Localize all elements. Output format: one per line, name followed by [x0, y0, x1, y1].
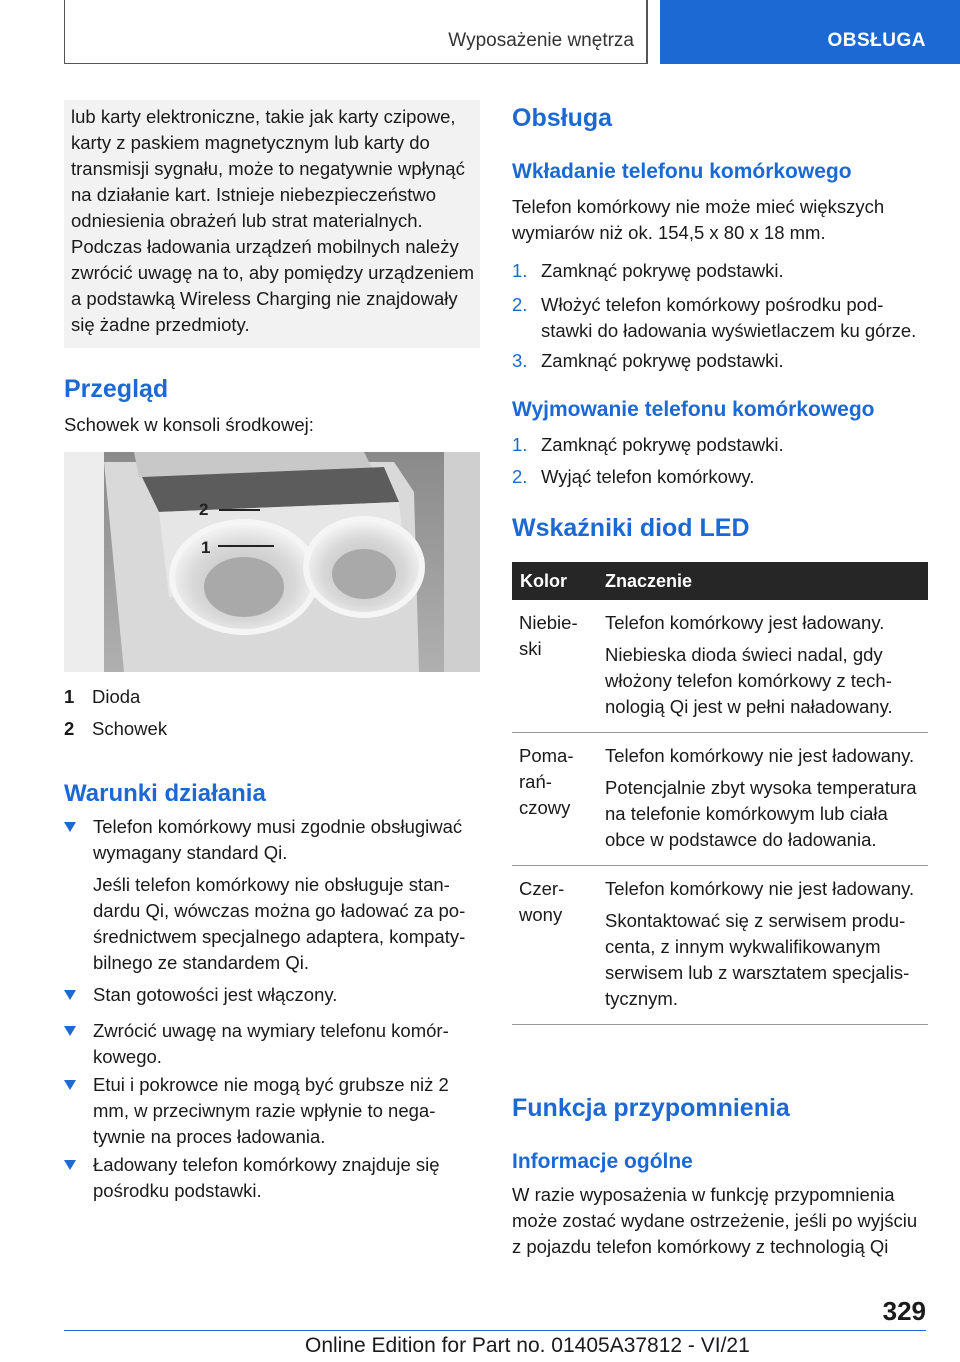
- triangle-bullet-icon: [64, 1026, 76, 1036]
- overview-title: Przegląd: [64, 375, 169, 403]
- condition-item: [64, 1018, 480, 1070]
- triangle-bullet-icon: [64, 822, 76, 832]
- step-number: 1.: [512, 434, 528, 455]
- led-header-meaning: Znaczenie: [605, 571, 693, 591]
- led-meaning-line: Skontaktować się z serwisem producenta, z innym wykwalifikowanym serwisem lub z warsztatem specjalistycznym.: [605, 910, 910, 1009]
- condition-extra: Jeśli telefon komórkowy nie obsługuje standardu Qi, wówczas można go ładować za pośrednictwem specjalnego adaptera, kompatybilnego ze standardem Qi.: [93, 874, 466, 973]
- condition-text: Zwrócić uwagę na wymiary telefonu komórkowego.: [93, 1020, 449, 1067]
- step-number: 1.: [512, 260, 528, 281]
- led-color: Niebieski: [519, 612, 578, 659]
- console-storage-illustration: [64, 452, 480, 672]
- legend-label: Schowek: [92, 718, 168, 739]
- image-label-2: 2: [199, 500, 209, 519]
- overview-text: Schowek w konsoli środkowej:: [64, 414, 314, 435]
- led-meaning-line: Telefon komórkowy jest ładowany.: [605, 612, 885, 633]
- led-meaning-line: Telefon komórkowy nie jest ładowany.: [605, 745, 915, 766]
- footer-edition: Online Edition for Part no. 01405A37812 - VI/21: [305, 1334, 750, 1357]
- led-color: Pomarańczowy: [519, 745, 574, 818]
- step-text: Zamknąć pokrywę podstawki.: [541, 350, 784, 371]
- step-text: Włożyć telefon komórkowy pośrodku podstawki do ładowania wyświetlaczem ku górze.: [541, 294, 917, 341]
- step-text: Zamknąć pokrywę podstawki.: [541, 260, 784, 281]
- operation-title: Obsługa: [512, 104, 613, 132]
- remove-step: [512, 432, 928, 458]
- footer-divider: [64, 1330, 926, 1331]
- legend-item: [64, 686, 140, 708]
- legend-label: Dioda: [92, 686, 141, 707]
- step-number: 2.: [512, 466, 528, 487]
- condition-text: Ładowany telefon komórkowy znajduje się pośrodku podstawki.: [93, 1154, 440, 1201]
- image-label-1: 1: [201, 538, 211, 557]
- insert-step: [512, 292, 928, 344]
- remove-step: [512, 464, 928, 490]
- warning-box: [64, 100, 480, 348]
- triangle-bullet-icon: [64, 1160, 76, 1170]
- page-number: 329: [882, 1296, 926, 1326]
- section-title: Wyposażenie wnętrza: [448, 30, 634, 51]
- led-title: Wskaźniki diod LED: [512, 514, 750, 542]
- condition-item: [64, 982, 480, 1008]
- condition-item: [64, 1072, 480, 1150]
- header-chapter-tab: [660, 0, 960, 64]
- led-row-blue: [512, 600, 928, 733]
- led-row-orange: [512, 733, 928, 866]
- legend-number: 2: [64, 718, 75, 739]
- reminder-text: W razie wyposażenia w funkcję przypomnienia może zostać wydane ostrzeżenie, jeśli po wyjściu z pojazdu telefon komórkowy z technologią Qi: [512, 1184, 918, 1257]
- condition-item: [64, 1152, 480, 1204]
- remove-phone-title: Wyjmowanie telefonu komórkowego: [512, 398, 875, 421]
- reminder-general-title: Informacje ogólne: [512, 1150, 693, 1173]
- legend-item: [64, 718, 167, 740]
- warning-text: lub karty elektroniczne, takie jak karty czipowe, karty z paskiem magnetycznym lub karty do transmisji sygnału, może to negatywnie wpłynąć na działanie kart. Istnieje niebezpieczeństwo odniesienia obrażeń lub strat materialnych. Podczas ładowania urządzeń mobilnych należy zwrócić uwagę na to, aby pomiędzy urządzeniem a podstawką Wireless Charging nie znajdowały się żadne przedmioty.: [71, 106, 475, 335]
- triangle-bullet-icon: [64, 1080, 76, 1090]
- step-text: Zamknąć pokrywę podstawki.: [541, 434, 784, 455]
- led-color: Czerwony: [519, 878, 565, 925]
- condition-item: [64, 814, 480, 976]
- led-table-header: [512, 562, 928, 600]
- insert-step: [512, 348, 928, 374]
- led-meaning-line: Potencjalnie zbyt wysoka temperatura na telefonie komórkowym lub ciała obce w podstawce do ładowania.: [605, 777, 917, 850]
- step-number: 2.: [512, 294, 528, 315]
- led-meaning-line: Niebieska dioda świeci nadal, gdy włożony telefon komórkowy z technologią Qi jest w pełni naładowany.: [605, 644, 893, 717]
- led-meaning: [605, 600, 923, 732]
- legend-number: 1: [64, 686, 75, 707]
- led-table: [512, 562, 928, 1025]
- console-storage-photo: [64, 452, 480, 672]
- conditions-title: Warunki działania: [64, 780, 266, 807]
- step-text: Wyjąć telefon komórkowy.: [541, 466, 755, 487]
- led-row-red: [512, 866, 928, 1025]
- triangle-bullet-icon: [64, 990, 76, 1000]
- led-header-color: Kolor: [520, 571, 567, 591]
- reminder-title: Funkcja przypomnienia: [512, 1094, 790, 1122]
- led-meaning: [605, 733, 923, 865]
- insert-phone-title: Wkładanie telefonu komórkowego: [512, 160, 852, 183]
- condition-text: Etui i pokrowce nie mogą być grubsze niż 2 mm, w przeciwnym razie wpłynie to negatywnie na proces ładowania.: [93, 1074, 449, 1147]
- header-section-title: [64, 0, 648, 64]
- step-number: 3.: [512, 350, 528, 371]
- condition-text: Stan gotowości jest włączony.: [93, 984, 338, 1005]
- chapter-title: OBSŁUGA: [827, 30, 926, 51]
- insert-phone-text: Telefon komórkowy nie może mieć większych wymiarów niż ok. 154,5 x 80 x 18 mm.: [512, 196, 885, 243]
- condition-text: Telefon komórkowy musi zgodnie obsługiwać wymagany standard Qi.: [93, 816, 463, 863]
- insert-step: [512, 258, 928, 284]
- led-meaning: [605, 866, 923, 1024]
- led-meaning-line: Telefon komórkowy nie jest ładowany.: [605, 878, 915, 899]
